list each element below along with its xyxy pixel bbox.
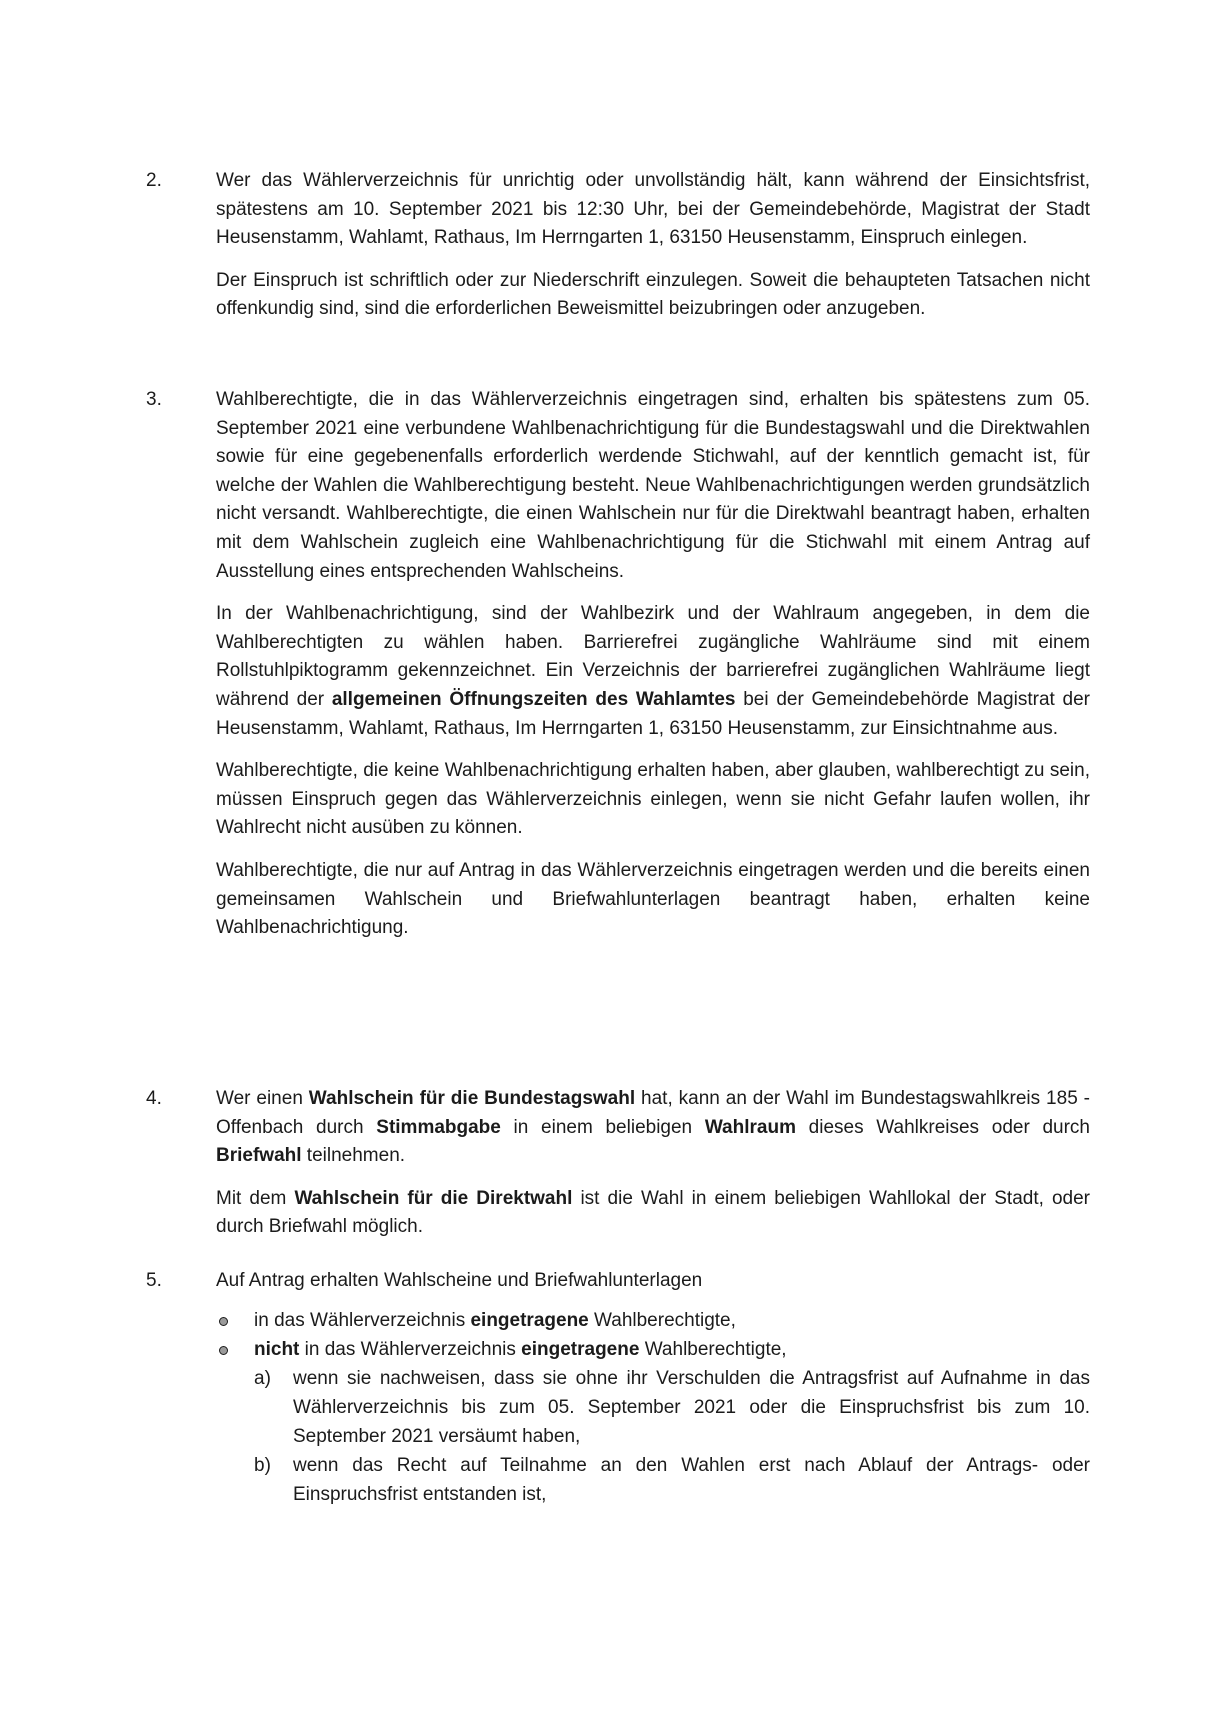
bullet-item bbox=[216, 1306, 1090, 1335]
paragraph: In der Wahlbenachrichtigung, sind der Wahlbezirk und der Wahlraum angegeben, in dem die Wahlberechtigten zu wählen haben. Barrierefrei zugängliche Wahlräume sind mit einem Rollstuhlpiktogramm gekennzeichnet. Ein Verzeichnis der barrierefrei zugänglichen Wahlräume liegt während der allgemeinen Öffnungszeiten des Wahlamtes bei der Gemeindebehörde Magistrat der Heusenstamm, Wahlamt, Rathaus, Im Herrngarten 1, 63150 Heusenstamm, zur Einsichtnahme aus. bbox=[216, 603, 1090, 739]
bullet-icon bbox=[219, 1346, 228, 1355]
bold-text: eingetragene bbox=[521, 1338, 640, 1360]
bold-text: Wahlschein für die Direktwahl bbox=[294, 1187, 573, 1209]
section-number: 4. bbox=[146, 1088, 162, 1109]
section-2 bbox=[146, 167, 1090, 338]
section-intro: Auf Antrag erhalten Wahlscheine und Briefwahlunterlagen bbox=[216, 1270, 703, 1291]
section-number: 2. bbox=[146, 170, 162, 191]
paragraph: Wahlberechtigte, die in das Wählerverzeichnis eingetragen sind, erhalten bis spätestens zum 05. September 2021 eine verbundene Wahlbenachrichtigung für die Bundestagswahl und die Direktwahlen sowie für eine gegebenenfalls erforderlich werdende Stichwahl, auf der kenntlich gemacht ist, für welche der Wahlen die Wahlberechtigung besteht. Neue Wahlbenachrichtigungen werden grundsätzlich nicht versandt. Wahlberechtigte, die einen Wahlschein nur für die Direktwahl beantragt haben, erhalten mit dem Wahlschein zugleich eine Wahlbenachrichtigung für die Stichwahl mit einem Antrag auf Ausstellung eines entsprechenden Wahlscheins. bbox=[216, 389, 1090, 582]
sub-item-text: wenn sie nachweisen, dass sie ohne ihr Verschulden die Antragsfrist auf Aufnahme in das Wählerverzeichnis bis zum 05. September 2021 oder die Einspruchsfrist bis zum 10. September 2021 versäumt haben, bbox=[293, 1367, 1090, 1447]
section-4 bbox=[146, 1085, 1090, 1256]
section-number: 3. bbox=[146, 389, 162, 410]
bold-text: Wahlraum bbox=[704, 1116, 796, 1138]
bold-text: Briefwahl bbox=[216, 1145, 302, 1167]
sub-item bbox=[216, 1364, 1090, 1451]
section-number: 5. bbox=[146, 1270, 162, 1291]
bold-text: eingetragene bbox=[470, 1309, 589, 1331]
bold-text: Wahlschein für die Bundestagswahl bbox=[308, 1088, 636, 1109]
bullet-item bbox=[216, 1335, 1090, 1364]
sub-item-text: wenn das Recht auf Teilnahme an den Wahlen erst nach Ablauf der Antrags- oder Einspruchsfrist entstanden ist, bbox=[293, 1454, 1090, 1505]
sub-item bbox=[216, 1451, 1090, 1509]
sub-item-label: a) bbox=[254, 1367, 271, 1389]
paragraph: Wer einen Wahlschein für die Bundestagswahl hat, kann an der Wahl im Bundestagswahlkreis 185 - Offenbach durch Stimmabgabe in einem beliebigen Wahlraum dieses Wahlkreises oder durch Briefwahl teilnehmen. bbox=[216, 1088, 1091, 1167]
paragraph: Mit dem Wahlschein für die Direktwahl ist die Wahl in einem beliebigen Wahllokal der Stadt, oder durch Briefwahl möglich. bbox=[216, 1187, 1090, 1238]
paragraph: Wahlberechtigte, die keine Wahlbenachrichtigung erhalten haben, aber glauben, wahlberechtigt zu sein, müssen Einspruch gegen das Wählerverzeichnis einlegen, wenn sie nicht Gefahr laufen wollen, ihr Wahlrecht nicht ausüben zu können. bbox=[216, 760, 1090, 839]
bold-text: Stimmabgabe bbox=[376, 1116, 501, 1138]
paragraph: Der Einspruch ist schriftlich oder zur Niederschrift einzulegen. Soweit die behaupteten Tatsachen nicht offenkundig sind, sind die erforderlichen Beweismittel beizubringen oder anzugeben. bbox=[216, 269, 1090, 320]
bold-text: nicht bbox=[254, 1338, 300, 1360]
section-3 bbox=[146, 386, 1090, 957]
bullet-text: in das Wählerverzeichnis eingetragene Wahlberechtigte, bbox=[254, 1309, 736, 1331]
bullet-icon bbox=[219, 1317, 228, 1326]
section-5 bbox=[146, 1267, 1090, 1509]
bullet-text: nicht in das Wählerverzeichnis eingetragene Wahlberechtigte, bbox=[254, 1338, 787, 1360]
sub-list bbox=[216, 1364, 1090, 1509]
paragraph: Wahlberechtigte, die nur auf Antrag in das Wählerverzeichnis eingetragen werden und die bereits einen gemeinsamen Wahlschein und Briefwahlunterlagen beantragt haben, erhalten keine Wahlbenachrichtigung. bbox=[216, 859, 1090, 939]
bold-text: allgemeinen Öffnungszeiten des Wahlamtes bbox=[331, 688, 736, 710]
bullet-list bbox=[216, 1306, 1090, 1364]
paragraph: Wer das Wählerverzeichnis für unrichtig oder unvollständig hält, kann während der Einsichtsfrist, spätestens am 10. September 2021 bis 12:30 Uhr, bei der Gemeindebehörde, Magistrat der Stadt Heusenstamm, Wahlamt, Rathaus, Im Herrngarten 1, 63150 Heusenstamm, Einspruch einlegen. bbox=[216, 170, 1090, 249]
sub-item-label: b) bbox=[254, 1454, 271, 1476]
